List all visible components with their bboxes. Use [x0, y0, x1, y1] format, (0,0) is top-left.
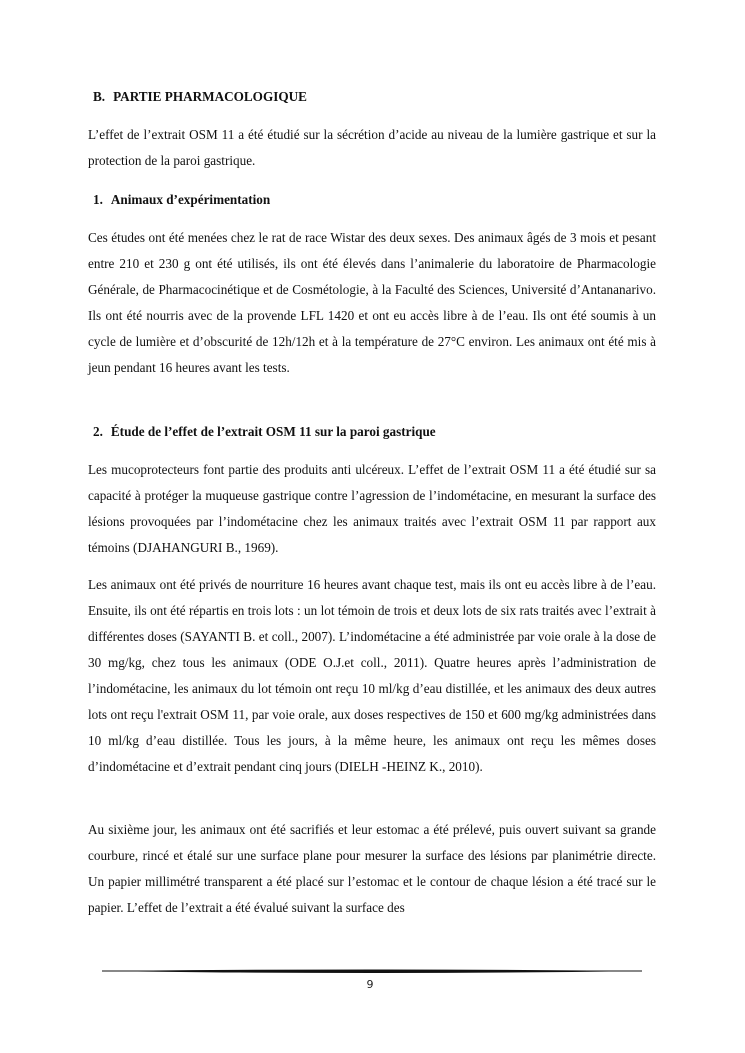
subsection-1-title: Animaux d’expérimentation: [110, 192, 271, 207]
section-intro-paragraph: L’effet de l’extrait OSM 11 a été étudié sur la sécrétion d’acide au niveau de la lumière gastrique et sur la protection de la paroi gastrique.: [88, 127, 656, 168]
subsection-1-number: 1.: [93, 192, 103, 207]
section-title: PARTIE PHARMACOLOGIQUE: [113, 89, 307, 104]
footer-divider: [102, 966, 642, 976]
subsection-2-paragraph-2: Les animaux ont été privés de nourriture 16 heures avant chaque test, mais ils ont eu accès libre à de l’eau. Ensuite, ils ont été répartis en trois lots : un lot témoin de trois et deux lots de six rats traités avec l’extrait à différentes doses (SAYANTI B. et coll., 2007). L’indométacine a été administrée par voie orale à la dose de 30 mg/kg, chez tous les animaux (ODE O.J.et coll., 2011). Quatre heures après l’administration de l’indométacine, les animaux du lot témoin ont reçu 10 ml/kg d’eau distillée, et les animaux des deux autres lots ont reçu l'extrait OSM 11, par voie orale, aux doses respectives de 150 et 600 mg/kg administrées dans 10 ml/kg d’eau distillée. Tous les jours, à la même heure, les animaux ont reçu les mêmes doses d’indométacine et d’extrait pendant cinq jours (DIELH -HEINZ K., 2010).: [88, 577, 656, 774]
subsection-2-title: Étude de l’effet de l’extrait OSM 11 sur la paroi gastrique: [110, 424, 436, 439]
subsection-2-heading: [93, 423, 436, 441]
subsection-2-paragraph-3: Au sixième jour, les animaux ont été sacrifiés et leur estomac a été prélevé, puis ouvert suivant sa grande courbure, rincé et étalé sur une surface plane pour mesurer la surface des lésions par planimétrie directe. Un papier millimétré transparent a été placé sur l’estomac et le contour de chaque lésion a été tracé sur le papier. L’effet de l’extrait a été évalué suivant la surface des: [88, 822, 656, 915]
page-number: 9: [366, 978, 374, 991]
subsection-1-heading: [93, 191, 270, 209]
section-letter: B.: [93, 89, 106, 104]
subsection-2-number: 2.: [93, 424, 103, 439]
subsection-1-paragraph-1: Ces études ont été menées chez le rat de race Wistar des deux sexes. Des animaux âgés de 3 mois et pesant entre 210 et 230 g ont été utilisés, ils ont été élevés dans l’animalerie du laboratoire de Pharmacologie Générale, de Pharmacocinétique et de Cosmétologie, à la Faculté des Sciences, Université d’Antananarivo. Ils ont été nourris avec de la provende LFL 1420 et ont eu accès libre à de l’eau. Ils ont été soumis à un cycle de lumière et d’obscurité de 12h/12h et à la température de 27°C environ. Les animaux ont été mis à jeun pendant 16 heures avant les tests.: [88, 230, 656, 375]
subsection-2-paragraph-1: Les mucoprotecteurs font partie des produits anti ulcéreux. L’effet de l’extrait OSM 11 a été étudié sur sa capacité à protéger la muqueuse gastrique contre l’agression de l’indométacine, en mesurant la surface des lésions provoquées par l’indométacine chez les animaux traités avec l’extrait OSM 11 par rapport aux témoins (DJAHANGURI B., 1969).: [88, 462, 656, 555]
section-heading: [93, 88, 307, 106]
